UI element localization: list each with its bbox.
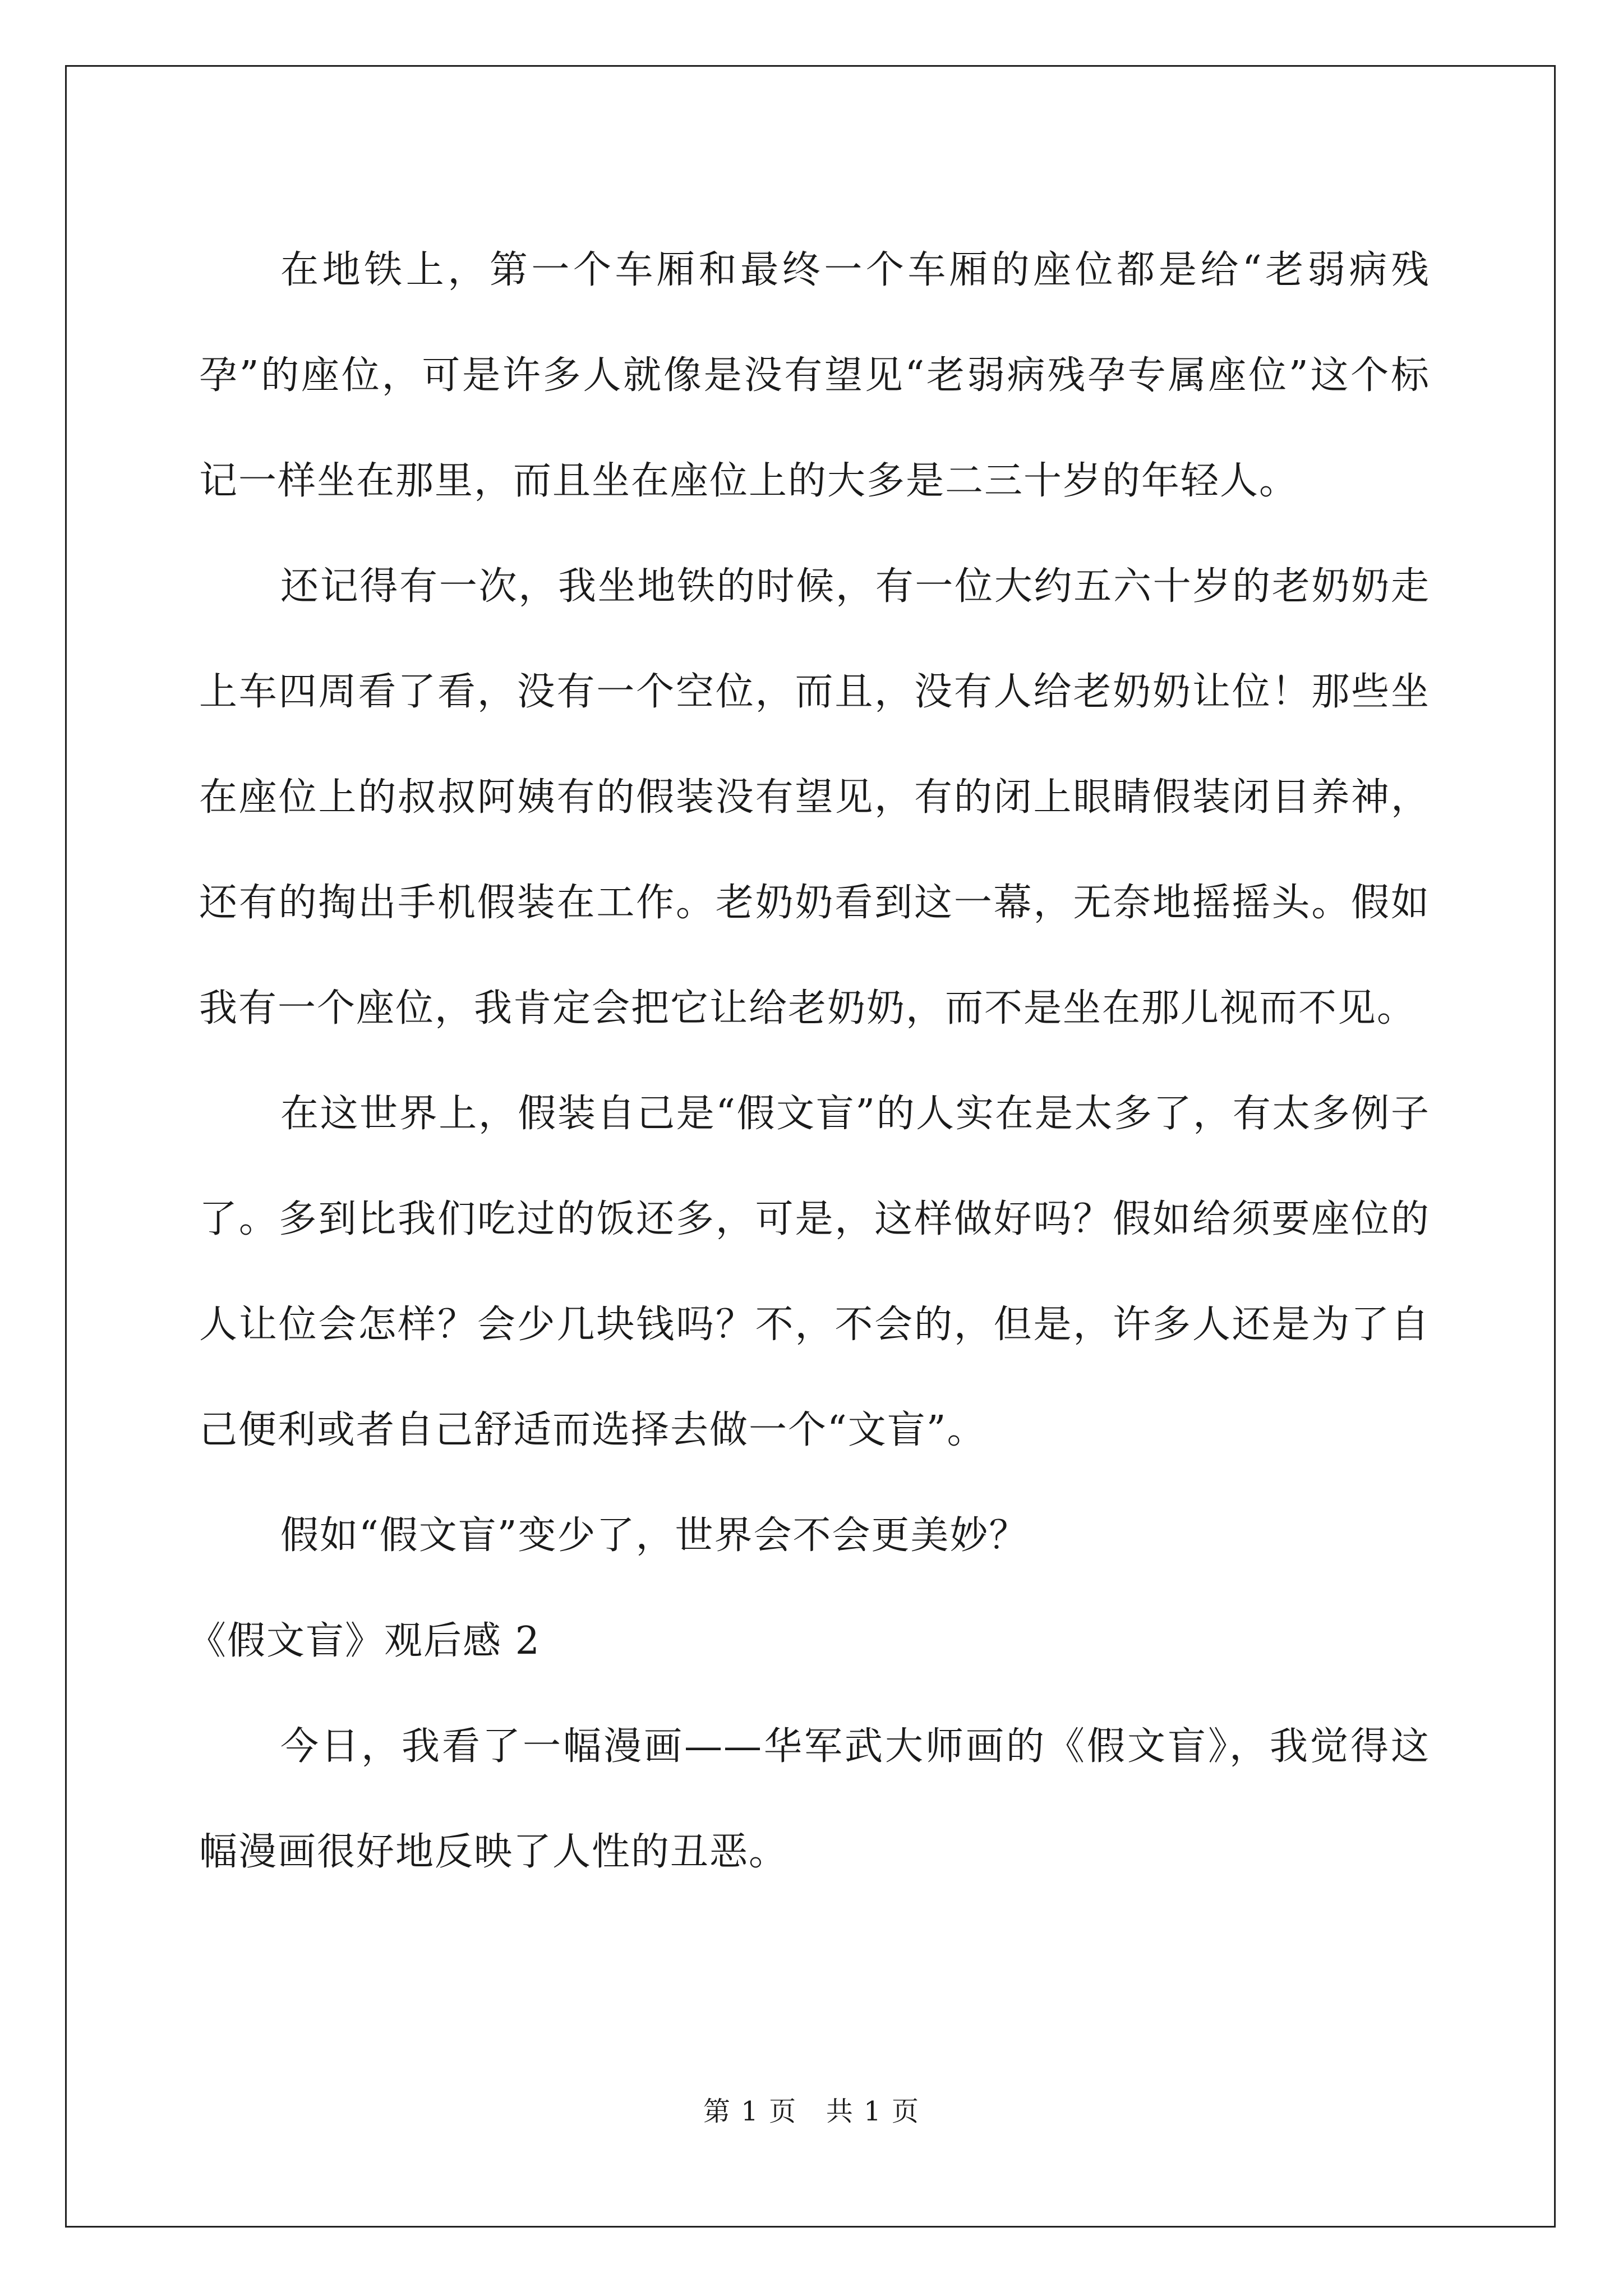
page-total: 共 1 页 bbox=[826, 2096, 920, 2127]
page-footer bbox=[0, 2095, 1623, 2128]
page-number: 第 1 页 bbox=[703, 2096, 797, 2127]
footer-spacer bbox=[797, 2096, 826, 2127]
paragraph-2: 还记得有一次，我坐地铁的时候，有一位大约五六十岁的老奶奶走上车四周看了看，没有一个空位，而且，没有人给老奶奶让位！那些坐在座位上的叔叔阿姨有的假装没有望见，有的闭上眼睛假装闭目养神，还有的掏出手机假装在工作。老奶奶看到这一幕，无奈地摇摇头。假如我有一个座位，我肯定会把它让给老奶奶，而不是坐在那儿视而不见。 bbox=[199, 564, 1430, 1030]
document-body bbox=[188, 218, 1430, 1905]
paragraph-3: 在这世界上，假装自己是“假文盲”的人实在是太多了，有太多例子了。多到比我们吃过的饭还多，可是，这样做好吗？假如给须要座位的人让位会怎样？会少几块钱吗？不，不会的，但是，许多人还是为了自己便利或者自己舒适而选择去做一个“文盲”。 bbox=[199, 1092, 1430, 1452]
paragraph-5: 今日，我看了一幅漫画——华军武大师画的《假文盲》，我觉得这幅漫画很好地反映了人性的丑恶。 bbox=[199, 1724, 1430, 1874]
paragraph-4: 假如“假文盲”变少了，世界会不会更美妙？ bbox=[280, 1513, 1029, 1558]
section-heading: 《假文盲》观后感 2 bbox=[188, 1619, 541, 1663]
paragraph-1: 在地铁上，第一个车厢和最终一个车厢的座位都是给“老弱病残孕”的座位，可是许多人就像是没有望见“老弱病残孕专属座位”这个标记一样坐在那里，而且坐在座位上的大多是二三十岁的年轻人。 bbox=[199, 248, 1430, 503]
